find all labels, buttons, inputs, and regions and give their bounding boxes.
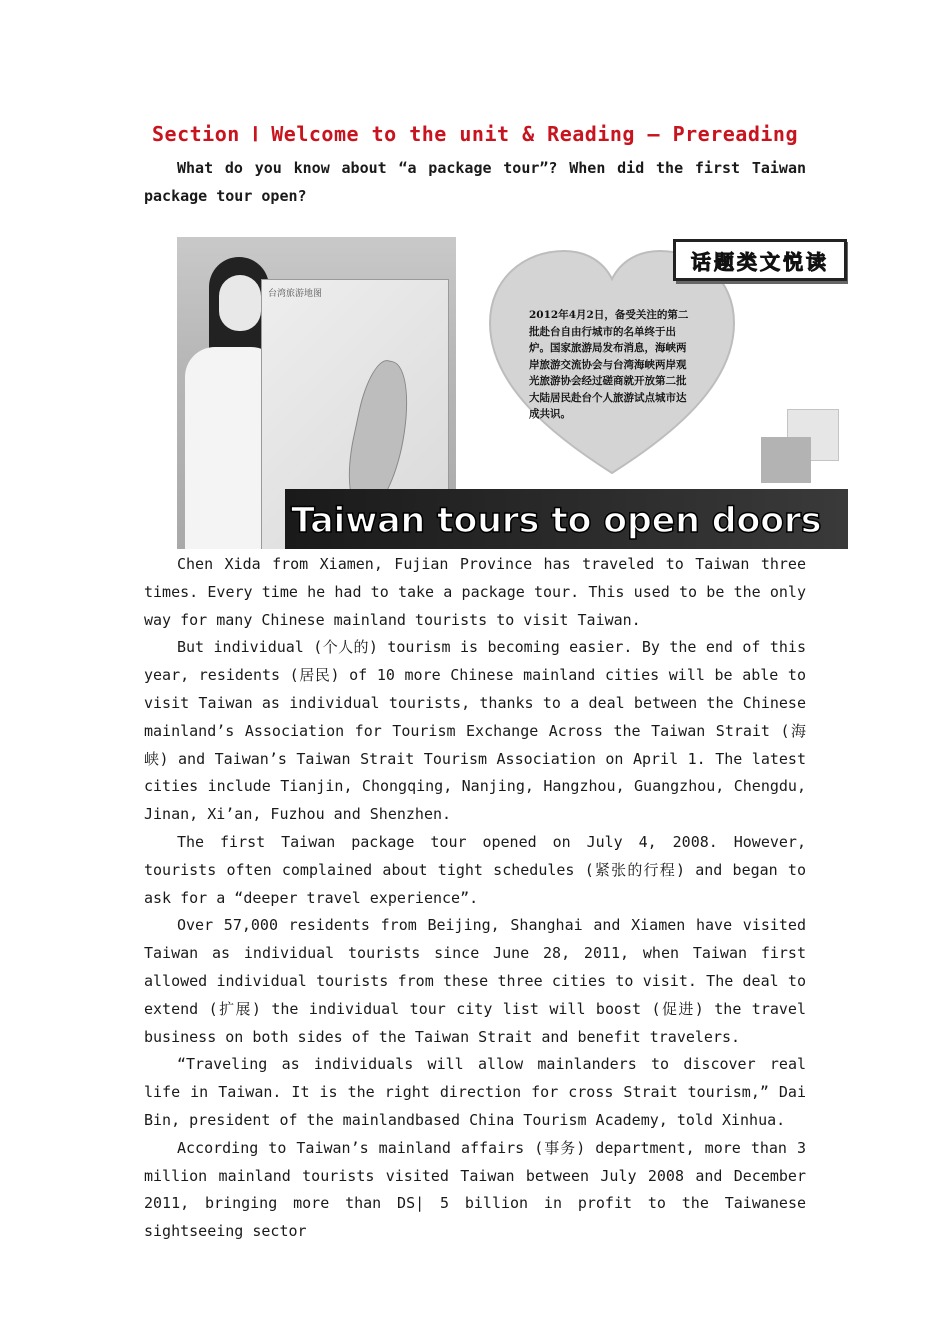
prereading-question: What do you know about “a package tour”? When did the first Taiwan package tour open? [144,159,806,205]
person-face [219,275,261,331]
topic-figure [177,237,848,549]
headline-text: Taiwan tours to open doors [291,501,822,541]
paragraph: Chen Xida from Xiamen, Fujian Province has traveled to Taiwan three times. Every time he had to take a package tour. This used to be the only way for many Chinese mainland tourists to visit Taiwan. [144,555,806,629]
map-label: 台湾旅游地图 [268,289,323,299]
section-title: Section Ⅰ Welcome to the unit & Reading — Prereading [152,122,798,146]
paragraph: Over 57,000 residents from Beijing, Shanghai and Xiamen have visited Taiwan as individual tourists since June 28, 2011, when Taiwan first allowed individual tourists from these three cities to visit. The deal to extend (扩展) the individual tour city list will boost (促进) the travel business on both sides of the Taiwan Strait and benefit travelers. [144,916,806,1046]
article-body [144,551,806,1246]
decorative-square-dark [761,437,811,483]
heart-caption: 2012年4月2日，备受关注的第二批赴台自由行城市的名单终于出炉。国家旅游局发布消息，海峡两岸旅游交流协会与台湾海峡两岸观光旅游协会经过磋商就开放第二批大陆居民赴台个人旅游试点城市达成共识。 [529,309,689,420]
topic-tag: 话题类文悦读 [673,239,847,281]
paragraph: “Traveling as individuals will allow mainlanders to discover real life in Taiwan. It is the right direction for cross Strait tourism,” Dai Bin, president of the mainlandbased China Tourism Academy, told Xinhua. [144,1055,806,1129]
paragraph: According to Taiwan’s mainland affairs (事务) department, more than 3 million mainland tourists visited Taiwan between July 2008 and December 2011, bringing more than DS| 5 billion in profit to the Taiwanese sightseeing sector [144,1138,806,1241]
paragraph: The first Taiwan package tour opened on July 4, 2008. However, tourists often complained about tight schedules (紧张的行程) and began to ask for a “deeper travel experience”. [144,832,806,907]
paragraph: But individual (个人的) tourism is becoming easier. By the end of this year, residents (居民) of 10 more Chinese mainland cities will be able to visit Taiwan as individual tourists, thanks to a deal between the Chinese mainland’s Association for Tourism Exchange Across the Taiwan Strait (海峡) and Taiwan’s Taiwan Strait Tourism Association on April 1. The latest cities include Tianjin, Chongqing, Nanjing, Hangzhou, Guangzhou, Chengdu, Jinan, Xi’an, Fuzhou and Shenzhen. [144,638,806,824]
